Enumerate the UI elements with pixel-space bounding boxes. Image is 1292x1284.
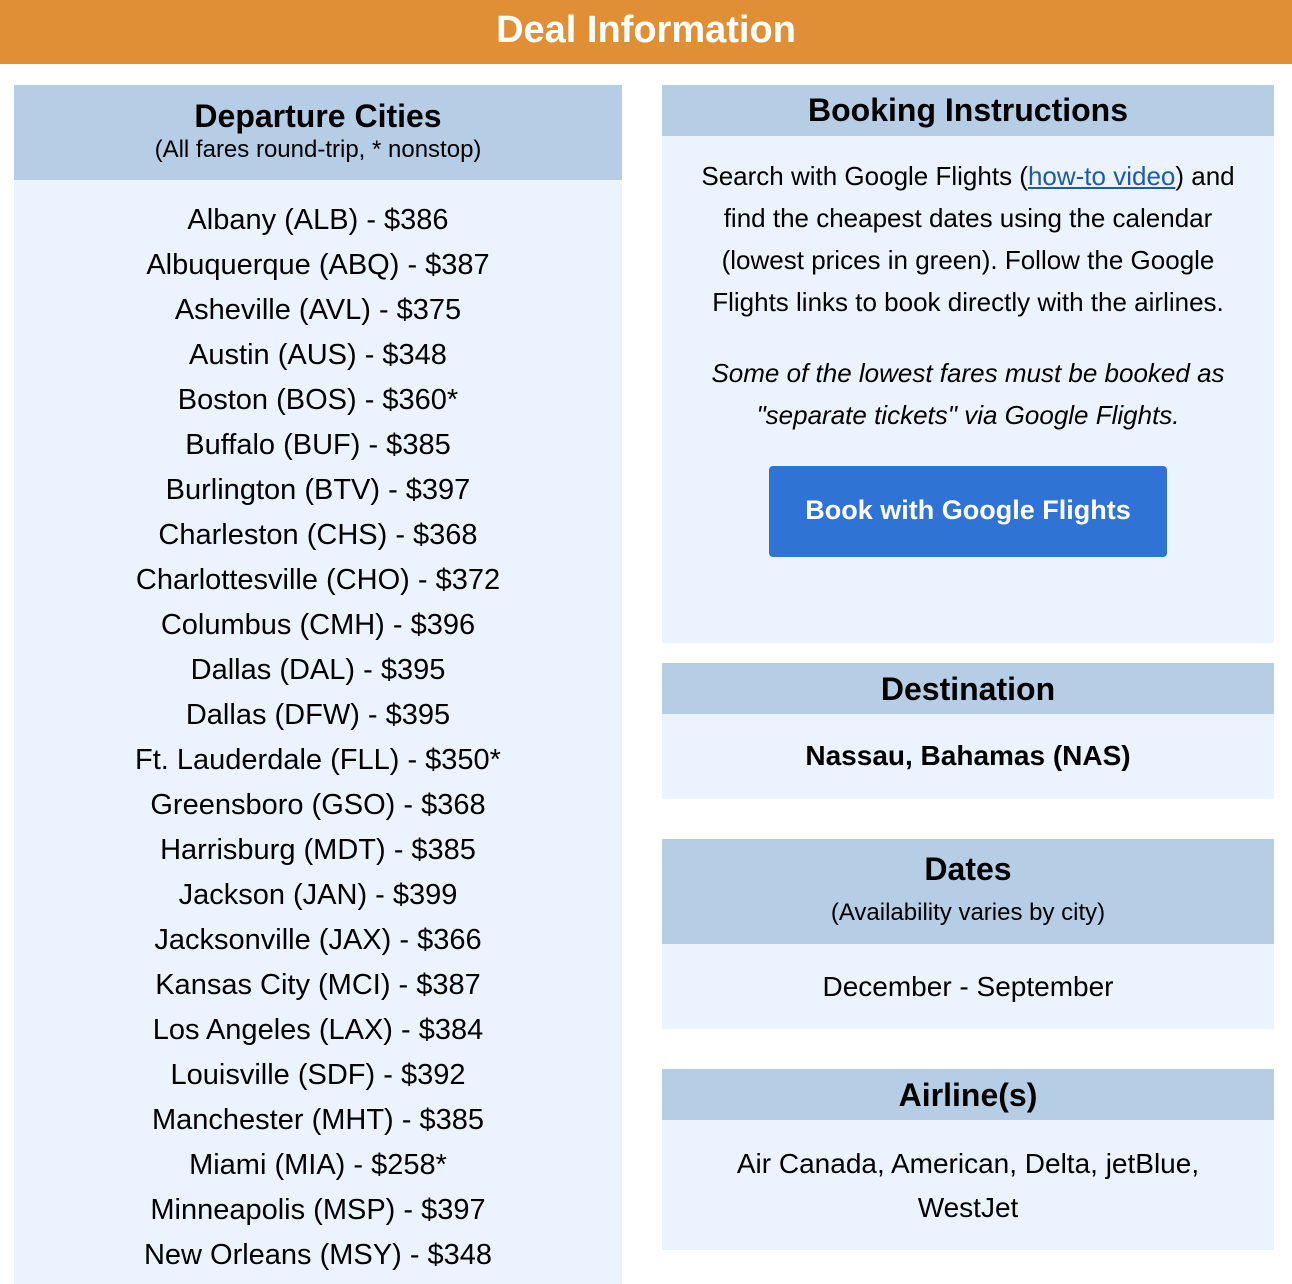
departure-city-item: Burlington (BTV) - $397	[165, 474, 471, 506]
departure-city-item: Charleston (CHS) - $368	[158, 519, 478, 551]
destination-title: Destination	[662, 663, 1274, 714]
instructions-text-end: ) and find the cheapest dates using the calendar (lowest prices in green). Follow the Google Flights links to book directly with the airlines.	[712, 161, 1235, 317]
departure-city-item: Asheville (AVL) - $375	[174, 294, 462, 326]
departure-city-item: Boston (BOS) - $360*	[177, 384, 459, 416]
dates-subtitle: (Availability varies by city)	[830, 899, 1106, 926]
departure-city-item: Ft. Lauderdale (FLL) - $350*	[135, 744, 501, 776]
departure-city-item: Manchester (MHT) - $385	[152, 1104, 484, 1136]
departure-city-item: Buffalo (BUF) - $385	[185, 429, 451, 461]
departure-city-item: Miami (MIA) - $258*	[189, 1149, 447, 1181]
destination-value: Nassau, Bahamas (NAS)	[805, 740, 1131, 771]
dates-title: Dates	[924, 851, 1012, 887]
airlines-value: Air Canada, American, Delta, jetBlue, WestJet	[736, 1148, 1200, 1223]
airlines-panel	[662, 1069, 1274, 1250]
departure-cities-subtitle: (All fares round-trip, * nonstop)	[154, 136, 482, 163]
departure-city-item: Minneapolis (MSP) - $397	[150, 1194, 486, 1226]
departure-cities-title: Departure Cities	[194, 98, 442, 134]
departure-city-item: Los Angeles (LAX) - $384	[152, 1014, 484, 1046]
separate-tickets-note: Some of the lowest fares must be booked as "separate tickets" via Google Flights.	[711, 358, 1225, 430]
booking-instructions-text	[662, 136, 1274, 323]
airlines-title: Airline(s)	[662, 1069, 1274, 1120]
departure-city-item: Louisville (SDF) - $392	[170, 1059, 466, 1091]
book-with-google-flights-button[interactable]: Book with Google Flights	[769, 466, 1167, 557]
departure-city-item: Harrisburg (MDT) - $385	[160, 834, 476, 866]
departure-city-item: Jacksonville (JAX) - $366	[154, 924, 482, 956]
departure-city-item: Greensboro (GSO) - $368	[150, 789, 486, 821]
departure-cities-panel	[14, 85, 622, 1284]
departure-city-item: Austin (AUS) - $348	[189, 339, 447, 371]
departure-city-list	[14, 180, 622, 1278]
dates-value: December - September	[822, 971, 1114, 1002]
departure-city-item: Albuquerque (ABQ) - $387	[146, 249, 490, 281]
dates-header	[662, 839, 1274, 944]
destination-panel	[662, 663, 1274, 799]
departure-city-item: Albany (ALB) - $386	[187, 204, 449, 236]
departure-city-item: Columbus (CMH) - $396	[160, 609, 476, 641]
departure-city-item: Kansas City (MCI) - $387	[155, 969, 481, 1001]
departure-city-item: Jackson (JAN) - $399	[178, 879, 458, 911]
instructions-text-start: Search with Google Flights (	[701, 161, 1028, 191]
how-to-video-link[interactable]: how-to video	[1027, 161, 1176, 191]
booking-instructions-panel	[662, 85, 1274, 643]
deal-information-banner: Deal Information	[0, 0, 1292, 64]
departure-city-item: Dallas (DAL) - $395	[190, 654, 446, 686]
departure-city-item: Charlottesville (CHO) - $372	[135, 564, 501, 596]
departure-city-item: New Orleans (MSY) - $348	[143, 1239, 493, 1271]
departure-city-item: Dallas (DFW) - $395	[185, 699, 451, 731]
dates-panel	[662, 839, 1274, 1029]
booking-instructions-title: Booking Instructions	[662, 85, 1274, 136]
departure-cities-header	[14, 85, 622, 180]
